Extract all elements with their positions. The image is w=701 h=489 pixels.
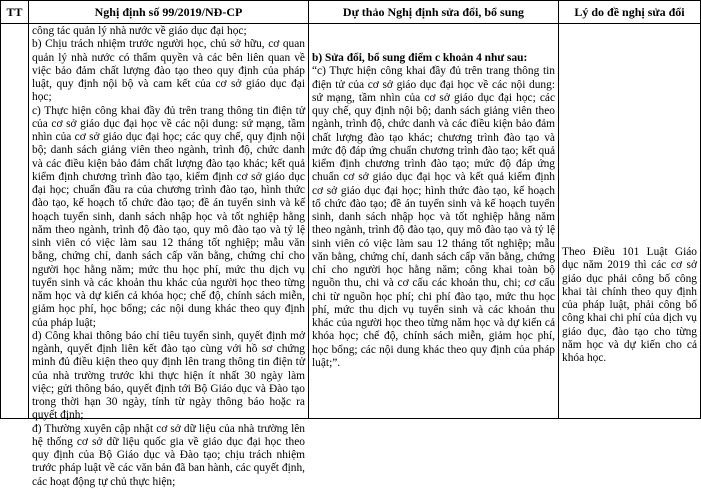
nghi-dinh-para-b: b) Chịu trách nhiệm trước người học, chủ sở hữu, cơ quan quản lý nhà nước có thẩm quyền và các bên liên quan về việc bảo đảm chất lượng đào tạo theo quy định của pháp luật, quy định nội bộ và cam kết của cơ sở giáo dục đại học; xyxy=(32,38,305,104)
cell-tt xyxy=(1,24,29,419)
cell-du-thao xyxy=(309,24,559,419)
nghi-dinh-para-c: c) Thực hiện công khai đầy đủ trên trang thông tin điện tử của cơ sở giáo dục đại học về các nội dung: sứ mạng, tầm nhìn của cơ sở giáo dục đại học; các quy chế, quy định nội bộ; danh sách giảng viên theo ngành, trình độ, chức danh và các điều kiện bảo đảm chất lượng đào tạo khác; kết quả kiểm định chương trình đào tạo, kiểm định cơ sở giáo dục đại học; chuẩn đầu ra của chương trình đào tạo, hình thức đào tạo, kế hoạch tổ chức đào tạo; đề án tuyển sinh và kế hoạch tuyển sinh, danh sách nhập học và tốt nghiệp hằng năm theo ngành, trình độ đào tạo, quy mô đào tạo và tỷ lệ sinh viên có việc làm sau 12 tháng tốt nghiệp; mẫu văn bằng, chứng chỉ, danh sách cấp văn bằng, chứng chỉ cho người học hằng năm; mức thu học phí, mức thu dịch vụ tuyển sinh và các khoản thu khác của người học theo từng năm học và dự kiến cả khóa học; chế độ, chính sách miễn, giảm học phí, học bổng; các nội dung khác theo quy định của pháp luật; xyxy=(32,104,305,329)
header-ly-do: Lý do đề nghị sửa đổi xyxy=(559,1,701,24)
du-thao-heading: b) Sửa đổi, bổ sung điểm c khoản 4 như sau: xyxy=(312,52,528,64)
nghi-dinh-para-d: d) Công khai thông báo chỉ tiêu tuyển sinh, quyết định mở ngành, quyết định liên kết đào tạo cùng với hồ sơ chứng minh đủ điều kiện theo quy định lên trang thông tin điện tử của nhà trường trước khi thực hiện ít nhất 30 ngày làm việc; gửi thông báo, quyết định tới Bộ Giáo dục và Đào tạo trong thời hạn 30 ngày, tính từ ngày thông báo hoặc ra quyết định; xyxy=(32,329,305,422)
header-row xyxy=(1,1,701,24)
cell-nghi-dinh xyxy=(29,24,309,488)
du-thao-body: “c) Thực hiện công khai đầy đủ trên trang thông tin điện tử của cơ sở giáo dục đại học về các nội dung: sứ mạng, tầm nhìn của cơ sở giáo dục đại học; các quy chế, quy định nội bộ; danh sách giảng viên theo ngành, trình độ, chức danh và các điều kiện bảo đảm chất lượng đào tạo khác; chương trình đào tạo và mức độ đáp ứng chuẩn chương trình đào tạo; kết quả kiểm định chương trình đào tạo; mức độ đáp ứng chuẩn cơ sở giáo dục đại học và kết quả kiểm định cơ sở giáo dục đại học; hình thức đào tạo, kế hoạch tổ chức đào tạo; đề án tuyển sinh và kế hoạch tuyển sinh, danh sách nhập học và tốt nghiệp hằng năm theo ngành, trình độ đào tạo, quy mô đào tạo và tỷ lệ sinh viên có việc làm sau 12 tháng tốt nghiệp; mẫu văn bằng, chứng chỉ, danh sách cấp văn bằng, chứng chỉ cho người học hằng năm; công khai toàn bộ nguồn thu, chi và cơ cấu các khoản thu, chi; cơ cấu chi từ nguồn học phí; chi phí đào tạo, mức thu học phí, mức thu dịch vụ tuyển sinh và các khoản thu khác của người học theo từng năm học và dự kiến cả khóa học; chế độ, chính sách miễn, giảm học phí, học bổng; các nội dung khác theo quy định của pháp luật;”. xyxy=(312,65,555,369)
header-du-thao: Dự thảo Nghị định sửa đổi, bổ sung xyxy=(309,1,559,24)
content-row xyxy=(1,24,701,419)
header-tt: TT xyxy=(1,1,29,24)
header-nghi-dinh: Nghị định số 99/2019/NĐ-CP xyxy=(29,1,309,24)
ly-do-text: Theo Điều 101 Luật Giáo dục năm 2019 thì các cơ sở giáo dục phải công bố công khai tài chính theo quy định của pháp luật, phải công bố công khai chi phí của dịch vụ giáo dục, đào tạo cho từng năm học và dự kiến cho cả khóa học. xyxy=(562,246,697,364)
nghi-dinh-para-dd: đ) Thường xuyên cập nhật cơ sở dữ liệu của nhà trường lên hệ thống cơ sở dữ liệu quốc gia về giáo dục đại học theo quy định của Bộ Giáo dục và Đào tạo; chịu trách nhiệm trước pháp luật về các văn bản đã ban hành, các quyết định, các hoạt động tự chủ thực hiện; xyxy=(32,422,305,488)
cell-ly-do xyxy=(559,24,701,419)
nghi-dinh-para-1: công tác quản lý nhà nước về giáo dục đại học; xyxy=(32,25,247,37)
